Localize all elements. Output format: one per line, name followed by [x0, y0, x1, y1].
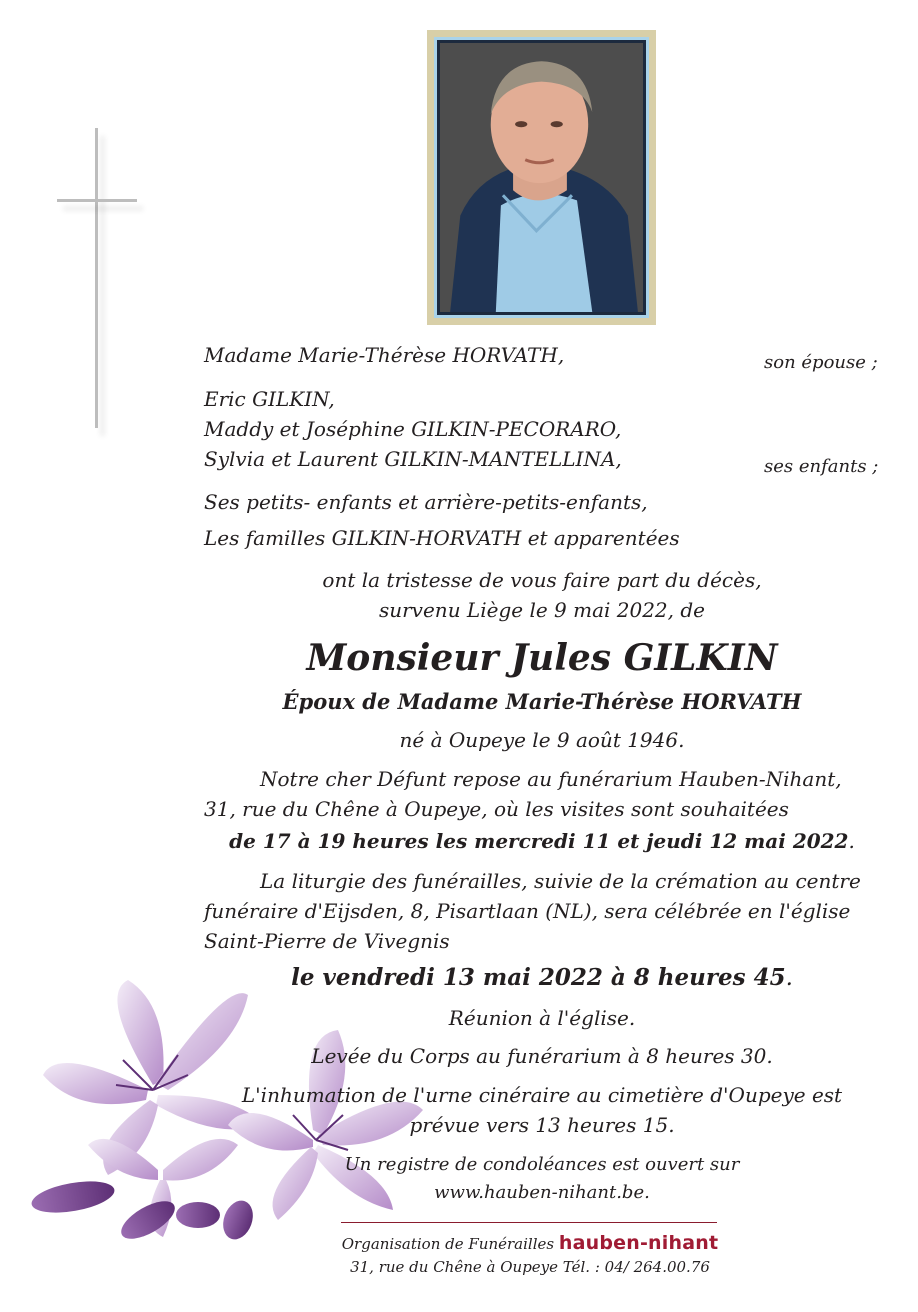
spouse-role: son épouse ;	[764, 352, 878, 373]
portrait-photo-icon	[440, 43, 643, 312]
liturgy-line2: funéraire d'Eijsden, 8, Pisartlaan (NL), sera célébrée en l'église	[204, 899, 851, 923]
children-role: ses enfants ;	[764, 456, 879, 477]
announcement-line2: survenu Liège le 9 mai 2022, de	[378, 598, 706, 622]
inhumation-line1: L'inhumation de l'urne cinéraire au cimetière d'Oupeye est	[241, 1083, 843, 1107]
deceased-spouse-of: Époux de Madame Marie-Thérèse HORVATH	[282, 689, 802, 714]
footer-address: 31, rue du Chêne à Oupeye Tél. : 04/ 264.00.76	[350, 1258, 710, 1276]
portrait-frame	[427, 30, 656, 325]
register-link[interactable]: www.hauben-nihant.be.	[434, 1182, 650, 1203]
footer-org-label: Organisation de Funérailles	[341, 1235, 555, 1253]
cross-icon-vertical	[95, 128, 98, 428]
visits-hours-text: de 17 à 19 heures les mercredi 11 et jeudi 12 mai 2022	[229, 829, 849, 853]
footer-brand-logo: hauben-nihant	[558, 1232, 719, 1254]
child-line: Sylvia et Laurent GILKIN-MANTELLINA,	[204, 447, 622, 471]
inhumation-line2: prévue vers 13 heures 15.	[409, 1113, 675, 1137]
meeting: Réunion à l'église.	[448, 1006, 636, 1030]
deceased-name: Monsieur Jules GILKIN	[306, 637, 778, 679]
footer-organisation	[330, 1230, 730, 1257]
visits-line1: Notre cher Défunt repose au funérarium Hauben-Nihant,	[260, 767, 842, 791]
children-list	[204, 384, 724, 474]
cross-icon-horizontal	[57, 199, 137, 202]
liturgy-date-text: le vendredi 13 mai 2022 à 8 heures 45	[291, 964, 786, 991]
child-line: Maddy et Joséphine GILKIN-PECORARO,	[204, 417, 622, 441]
register-line1: Un registre de condoléances est ouvert sur	[344, 1154, 740, 1175]
grandchildren: Ses petits- enfants et arrière-petits-enfants,	[204, 490, 648, 514]
child-line: Eric GILKIN,	[204, 387, 335, 411]
families: Les familles GILKIN-HORVATH et apparentées	[204, 526, 680, 550]
footer-separator	[341, 1222, 717, 1223]
spouse-name: Madame Marie-Thérèse HORVATH,	[204, 343, 565, 367]
visits-hours	[204, 826, 880, 856]
liturgy-line1: La liturgie des funérailles, suivie de la crémation au centre	[260, 869, 861, 893]
liturgy-date	[204, 962, 880, 994]
levee: Levée du Corps au funérarium à 8 heures 30.	[311, 1044, 773, 1068]
visits-line2: 31, rue du Chêne à Oupeye, où les visites sont souhaitées	[204, 797, 789, 821]
liturgy-date-end: .	[785, 965, 793, 991]
visits-hours-end: .	[848, 829, 855, 853]
deceased-born: né à Oupeye le 9 août 1946.	[399, 728, 685, 752]
announcement-line1: ont la tristesse de vous faire part du décès,	[322, 568, 762, 592]
liturgy-line3: Saint-Pierre de Vivegnis	[204, 929, 450, 953]
portrait-photo	[440, 43, 643, 312]
